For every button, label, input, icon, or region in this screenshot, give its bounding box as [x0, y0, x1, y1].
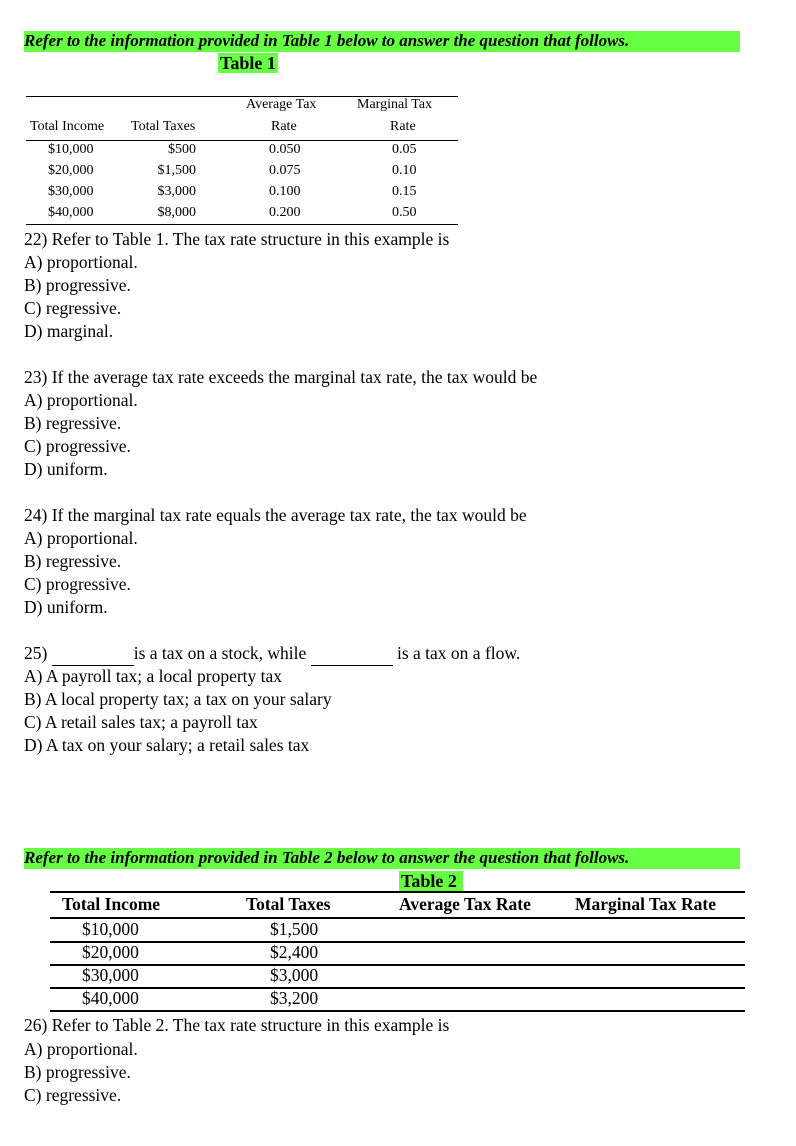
q25-blank-1	[52, 642, 134, 666]
table2-bottom-rule	[50, 1010, 745, 1012]
table1-cell-avg: 0.200	[269, 205, 301, 220]
q26-option: C) regressive.	[24, 1085, 122, 1105]
q22-option: D) marginal.	[24, 321, 114, 341]
q26-stem: 26) Refer to Table 2. The tax rate structure in this example is	[24, 1015, 450, 1035]
table2-title: Table 2	[399, 871, 463, 891]
table2-header-avg: Average Tax Rate	[399, 894, 531, 914]
table2-row-rule	[50, 964, 745, 966]
table1-cell-marg: 0.05	[392, 142, 417, 157]
table1-header-marg-1: Marginal Tax	[357, 97, 433, 112]
table1-title: Table 1	[220, 53, 276, 73]
table1-cell-income: $40,000	[48, 205, 94, 220]
table1-header-rule	[26, 140, 458, 141]
table1-instruction-text: Refer to the information provided in Table 1 below to answer the question that follows.	[24, 31, 630, 50]
table1-cell-taxes: $1,500	[157, 163, 196, 178]
q22-option: C) regressive.	[24, 298, 122, 318]
table2-cell-taxes: $1,500	[270, 919, 319, 939]
q23-option: A) proportional.	[24, 390, 138, 410]
q25-stem	[24, 642, 520, 666]
table2-cell-income: $30,000	[82, 965, 139, 985]
table2-cell-income: $20,000	[82, 942, 139, 962]
q22-stem: 22) Refer to Table 1. The tax rate structure in this example is	[24, 229, 450, 249]
table1-cell-taxes: $3,000	[157, 184, 196, 199]
table1-header-avg-1: Average Tax	[246, 97, 317, 112]
q25-blank-2	[311, 642, 393, 666]
q22-option: B) progressive.	[24, 275, 131, 295]
q23-stem: 23) If the average tax rate exceeds the marginal tax rate, the tax would be	[24, 367, 538, 387]
table1-instruction	[24, 31, 740, 52]
q25-end-text: is a tax on a flow.	[396, 643, 521, 663]
table2-row-rule	[50, 987, 745, 989]
q26-option: A) proportional.	[24, 1039, 138, 1059]
table1-header-income: Total Income	[30, 119, 105, 134]
q23-option: C) progressive.	[24, 436, 131, 456]
table1-cell-income: $20,000	[48, 163, 94, 178]
q24-option: B) regressive.	[24, 551, 122, 571]
table2-top-rule	[50, 891, 745, 893]
q23-option: D) uniform.	[24, 459, 108, 479]
table1-cell-marg: 0.50	[392, 205, 417, 220]
table1-header-marg-2: Rate	[390, 119, 416, 134]
table2-header-income: Total Income	[62, 894, 161, 914]
q25-option: B) A local property tax; a tax on your salary	[24, 689, 332, 709]
table1-header-taxes: Total Taxes	[131, 119, 196, 134]
table2-instruction	[24, 848, 740, 869]
q24-option: C) progressive.	[24, 574, 131, 594]
table1-header-avg-2: Rate	[271, 119, 297, 134]
table1-cell-taxes: $8,000	[157, 205, 196, 220]
table1-cell-income: $10,000	[48, 142, 94, 157]
table2-cell-income: $40,000	[82, 988, 139, 1008]
table1-bottom-rule	[26, 224, 458, 225]
table2-header-taxes: Total Taxes	[246, 894, 331, 914]
table1-cell-avg: 0.075	[269, 163, 301, 178]
table2-header-marg: Marginal Tax Rate	[575, 894, 716, 914]
table2-cell-income: $10,000	[82, 919, 139, 939]
q25-mid-text: is a tax on a stock, while	[133, 643, 307, 663]
q24-stem: 24) If the marginal tax rate equals the average tax rate, the tax would be	[24, 505, 527, 525]
q25-option: C) A retail sales tax; a payroll tax	[24, 712, 258, 732]
q25-option: D) A tax on your salary; a retail sales tax	[24, 735, 310, 755]
q26-option: B) progressive.	[24, 1062, 131, 1082]
table2-instruction-text: Refer to the information provided in Table 2 below to answer the question that follows.	[24, 848, 630, 867]
table1-cell-marg: 0.15	[392, 184, 417, 199]
table2-header-rule	[50, 917, 745, 919]
table1-cell-taxes: $500	[168, 142, 196, 157]
table2-cell-taxes: $3,000	[270, 965, 319, 985]
q25-option: A) A payroll tax; a local property tax	[24, 666, 283, 686]
q25-number: 25)	[24, 643, 48, 663]
q22-option: A) proportional.	[24, 252, 138, 272]
table1-cell-avg: 0.100	[269, 184, 301, 199]
q24-option: D) uniform.	[24, 597, 108, 617]
table1-cell-income: $30,000	[48, 184, 94, 199]
q23-option: B) regressive.	[24, 413, 122, 433]
table2-row-rule	[50, 941, 745, 943]
table2-cell-taxes: $3,200	[270, 988, 319, 1008]
q24-option: A) proportional.	[24, 528, 138, 548]
table2-cell-taxes: $2,400	[270, 942, 319, 962]
table1-cell-marg: 0.10	[392, 163, 417, 178]
table1-cell-avg: 0.050	[269, 142, 301, 157]
